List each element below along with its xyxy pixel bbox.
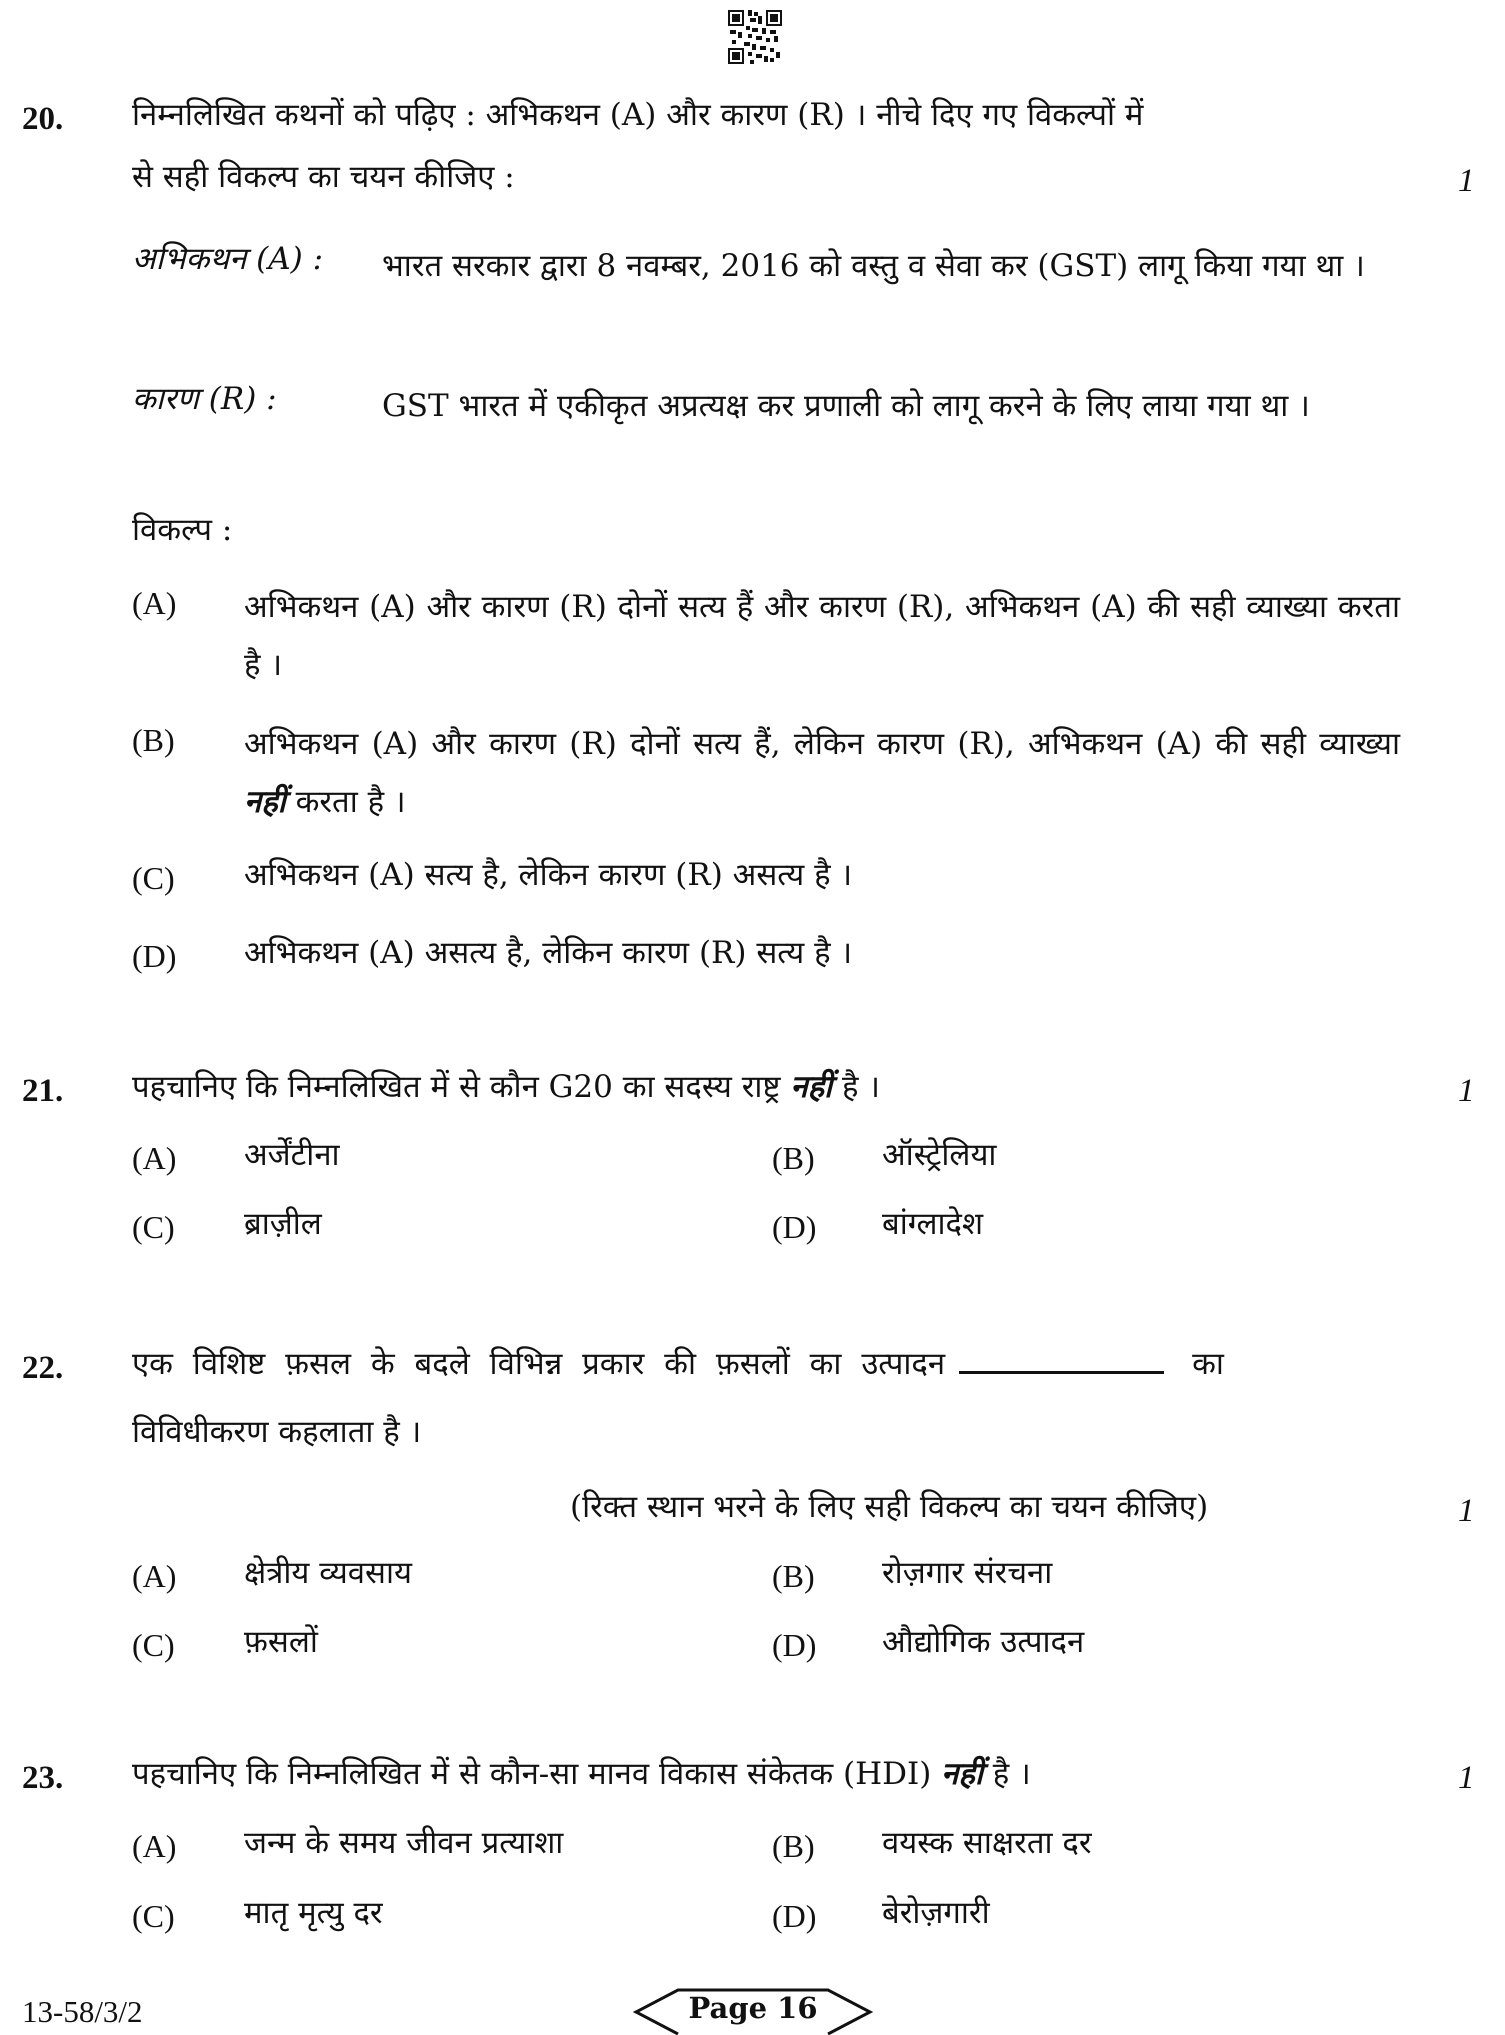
option-label: (B): [772, 1558, 815, 1594]
reason-label: कारण (R) :: [132, 381, 277, 417]
question-number: 21.: [22, 1073, 64, 1109]
option-label: (D): [772, 1209, 817, 1245]
paper-code: 13-58/3/2: [22, 1994, 143, 2029]
options-heading: विकल्प :: [132, 512, 233, 548]
emphasis-not: नहीं: [244, 784, 286, 820]
question-text-line-1: एक विशिष्ट फ़सल के बदले विभिन्न प्रकार की फ़सलों का उत्पादन का: [132, 1346, 1224, 1382]
option-text: मातृ मृत्यु दर: [244, 1895, 383, 1931]
reason-text: GST भारत में एकीकृत अप्रत्यक्ष कर प्रणाली को लागू करने के लिए लाया गया था ।: [382, 388, 1310, 424]
fill-in-blank: [959, 1371, 1164, 1374]
option-label: (B): [132, 722, 175, 758]
option-text: औद्योगिक उत्पादन: [882, 1624, 1085, 1660]
option-text: ब्राज़ील: [244, 1206, 322, 1242]
option-text: अभिकथन (A) सत्य है, लेकिन कारण (R) असत्य है ।: [244, 857, 853, 893]
option-text: रोज़गार संरचना: [882, 1555, 1053, 1591]
option-text: फ़सलों: [244, 1624, 318, 1660]
option-label: (B): [772, 1140, 815, 1176]
option-text: अभिकथन (A) और कारण (R) दोनों सत्य हैं, लेकिन कारण (R), अभिकथन (A) की सही व्याख्या नहीं करता है ।: [244, 726, 1400, 820]
option-label: (C): [132, 860, 175, 896]
question-text-line-2: विविधीकरण कहलाता है ।: [132, 1414, 422, 1450]
option-label: (A): [132, 1140, 177, 1176]
question-number: 23.: [22, 1760, 64, 1796]
page-number-badge: [632, 1985, 874, 2031]
question-marks: 1: [1458, 1493, 1475, 1529]
instruction-text: (रिक्त स्थान भरने के लिए सही विकल्प का चयन कीजिए): [570, 1489, 1209, 1525]
option-text: बांग्लादेश: [882, 1206, 984, 1242]
question-text-line-1: निम्नलिखित कथनों को पढ़िए : अभिकथन (A) और कारण (R) । नीचे दिए गए विकल्पों में: [132, 97, 1144, 133]
option-label: (A): [132, 585, 177, 621]
option-label: (B): [772, 1828, 815, 1864]
assertion-text: भारत सरकार द्वारा 8 नवम्बर, 2016 को वस्तु व सेवा कर (GST) लागू किया गया था ।: [382, 248, 1365, 284]
option-text: अभिकथन (A) और कारण (R) दोनों सत्य हैं और कारण (R), अभिकथन (A) की सही व्याख्या करता है ।: [244, 589, 1400, 683]
question-text: पहचानिए कि निम्नलिखित में से कौन-सा मानव विकास संकेतक (HDI) नहीं है ।: [132, 1756, 1031, 1792]
qr-code-icon: [728, 10, 782, 64]
assertion-label: अभिकथन (A) :: [132, 241, 324, 277]
question-marks: 1: [1458, 1073, 1475, 1109]
page-label: Page 16: [688, 1991, 818, 2025]
question-number: 22.: [22, 1350, 64, 1386]
option-label: (D): [772, 1627, 817, 1663]
option-label: (C): [132, 1209, 175, 1245]
option-text: क्षेत्रीय व्यवसाय: [244, 1555, 412, 1591]
question-number: 20.: [22, 101, 64, 137]
option-label: (A): [132, 1558, 177, 1594]
option-text: बेरोज़गारी: [882, 1895, 990, 1931]
question-text-line-2: से सही विकल्प का चयन कीजिए :: [132, 159, 515, 195]
emphasis-not: नहीं: [790, 1069, 833, 1105]
option-text: अभिकथन (A) असत्य है, लेकिन कारण (R) सत्य है ।: [244, 935, 853, 971]
question-marks: 1: [1458, 163, 1475, 199]
option-text: ऑस्ट्रेलिया: [882, 1137, 997, 1173]
question-marks: 1: [1458, 1760, 1475, 1796]
option-text: अर्जेंटीना: [244, 1137, 340, 1173]
option-text: जन्म के समय जीवन प्रत्याशा: [244, 1825, 564, 1861]
option-label: (C): [132, 1627, 175, 1663]
option-label: (A): [132, 1828, 177, 1864]
option-label: (D): [772, 1898, 817, 1934]
option-label: (C): [132, 1898, 175, 1934]
question-text: पहचानिए कि निम्नलिखित में से कौन G20 का सदस्य राष्ट्र नहीं है ।: [132, 1069, 881, 1105]
option-label: (D): [132, 938, 177, 974]
option-text: वयस्क साक्षरता दर: [882, 1825, 1092, 1861]
emphasis-not: नहीं: [941, 1756, 983, 1792]
